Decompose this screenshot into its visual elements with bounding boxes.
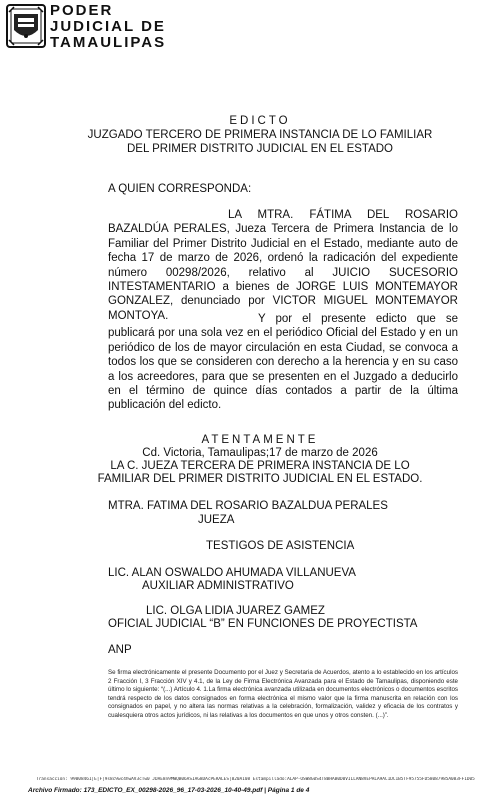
court-line-2: DEL PRIMER DISTRITO JUDICIAL EN EL ESTADO [126,143,394,155]
signature-line-1: LA C. JUEZA TERCERA DE PRIMERA INSTANCIA DE LO [110,460,410,472]
judge-name: MTRA. FATIMA DEL ROSARIO BAZALDUA PERALES [108,500,388,512]
paragraph-2: Y por el presente edicto que se publicará por una sola vez en el periódico Oficial del Estado y en un periódico de los de mayor circulación en esta Ciudad, se convoca a todos los que se consideren con derecho a la herencia y en su caso a los acreedores, para que se presenten en el Juzgado a deducirlo en el término de quince días contados a partir de la última publicación del edicto. [108,313,458,412]
closing: ATENTAMENTE [201,434,319,446]
court-line-1: JUZGADO TERCERO DE PRIMERA INSTANCIA DE LO FAMILIAR [87,129,433,141]
brand-line-1: PODER [50,2,114,19]
archive-label: Archivo Firmado: 173_EDICTO_EX_00298-2026_96_17-03-2026_10-40-49.pdf | Página 1 de 4 [28,787,310,794]
initials: ANP [108,644,132,656]
signature-line-2: FAMILIAR DEL PRIMER DISTRITO JUDICIAL EN EL ESTADO. [97,473,423,485]
signature-strip: Transacción: 99008461|E|F|9s8c9wc4hwAV3cTw0 JDAE8n9MWQB06ASIAG8DAcPERALES|820A108 Estampillado:ALAP-OSW8G0S4T8BHAB0D0VILLAN8VEPALA9AC1DC1B5TF95755FD58087985A083FF1D05 [36,777,475,782]
paragraph-1: LA MTRA. FÁTIMA DEL ROSARIO BAZALDÚA PERALES, Jueza Tercera de Primera Instancia de lo Familiar del Primer Distrito Judicial en el Estado, mediante auto de fecha 17 de marzo de 2026, ordenó la radicación del expediente número 00298/2026, relativo al JUICIO SUCESORIO INTESTAMENTARIO a bienes de JORGE LUIS MONTEMAYOR GONZALEZ, denunciado por VICTOR MIGUEL MONTEMAYOR MONTOYA. [108,209,458,322]
document-title: EDICTO [229,115,291,127]
witnesses-heading: TESTIGOS DE ASISTENCIA [206,540,355,552]
legal-notice: Se firma electrónicamente el presente Documento por el Juez y Secretaria de Acuerdos, atento a lo establecido en los artículos 2 Fracción I, 3 Fracción XIV y 4.1, de la Ley de Firma Electrónica Avanzada para el Estado de Tamaulipas, disponiendo este último lo siguiente: “(...) Artículo 4. 1.La firma electrónica avanzada utilizada en documentos electrónicos o documentos escritos tendrá respecto de los datos consignados en forma electrónica el mismo valor que la firma manuscrita en relación con los consignados en papel, y no altera las normas relativas a la celebración, formalización, validez y eficacia de los contratos y cualesquiera otros actos jurídicos, ni las relativas a los documentos en que unos y otros consten. (...)”. [108,669,458,719]
witness-1-name: LIC. ALAN OSWALDO AHUMADA VILLANUEVA [108,567,356,579]
witness-1-title: AUXILIAR ADMINISTRATIVO [142,580,294,592]
brand-line-3: TAMAULIPAS [50,34,167,51]
salutation: A QUIEN CORRESPONDA: [108,183,252,195]
witness-2-title: OFICIAL JUDICIAL “B” EN FUNCIONES DE PROYECTISTA [108,618,418,630]
judge-title: JUEZA [198,514,235,526]
brand-line-2: JUDICIAL DE [50,18,166,35]
poder-judicial-seal-icon [6,4,46,48]
witness-2-name: LIC. OLGA LIDIA JUAREZ GAMEZ [146,605,325,617]
place-date: Cd. Victoria, Tamaulipas;17 de marzo de 2026 [142,447,378,459]
